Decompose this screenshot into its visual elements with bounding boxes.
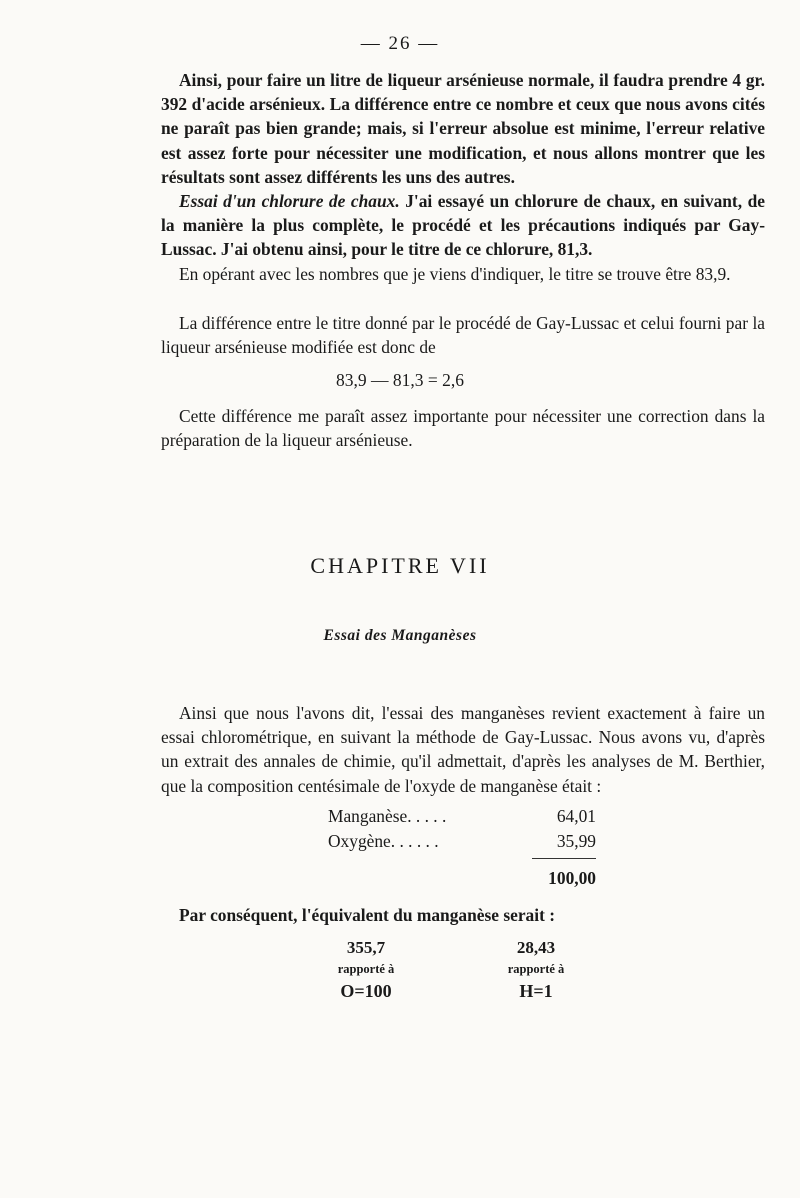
composition-row-manganese [328,806,596,827]
paragraph-chlorure-test [161,189,765,262]
composition-total-row [328,868,596,889]
section-title: Essai des Manganèses [323,627,477,644]
equivalent-oxygen [306,938,426,1002]
paragraph-titre [161,262,765,286]
paragraph-correction [161,404,765,452]
equivalent-hydrogen [476,938,596,1002]
equivalent-caption: rapporté à [337,962,395,976]
paragraph-arsenious-liquor [161,68,765,189]
composition-value: 35,99 [556,831,596,851]
equivalent-reference: H=1 [519,981,553,1001]
paragraph-text: J'ai essayé un chlorure de chaux, en suivant, de la manière la plus complète, le procédé et les précautions indiqués par Gay-Lussac. J'ai obtenu ainsi, pour le titre de ce chlorure, 81,3. [161,191,765,260]
equivalent-caption: rapporté à [507,962,565,976]
paragraph-equivalent [161,903,765,927]
equivalent-reference: O=100 [340,981,392,1001]
equivalent-value: 355,7 [346,938,386,957]
paragraph-text: Ainsi, pour faire un litre de liqueur arsénieuse normale, il faudra prendre 4 gr. 392 d'acide arsénieux. La différence entre ce nombre et ceux que nous avons cités ne paraît pas bien grande; mais, si l'erreur absolue est minime, l'erreur relative est assez forte pour nécessiter une modification, et nous allons montrer que les résultats sont assez différents les uns des autres. [161,70,765,187]
composition-label: Oxygène. . . . . . [328,831,439,851]
paragraph-text: La différence entre le titre donné par le procédé de Gay-Lussac et celui fourni par la liqueur arsénieuse modifiée est donc de [161,313,765,358]
page-number: — 26 — [360,33,440,54]
paragraph-text: Cette différence me paraît assez importante pour nécessiter une correction dans la préparation de la liqueur arsénieuse. [161,406,765,451]
paragraph-difference [161,311,765,359]
chapter-title: CHAPITRE VII [310,553,490,578]
difference-equation: 83,9 — 81,3 = 2,6 [336,370,464,390]
composition-value: 64,01 [556,806,596,826]
paragraph-manganese [161,701,765,798]
equivalent-value: 28,43 [516,938,556,957]
sum-divider [532,858,596,859]
composition-total: 100,00 [548,868,596,888]
paragraph-label: Essai d'un chlorure de chaux. [179,191,400,211]
composition-row-oxygen [328,831,596,852]
composition-label: Manganèse. . . . . [328,806,447,826]
paragraph-text: Par conséquent, l'équivalent du manganèse serait : [179,905,555,925]
paragraph-text: Ainsi que nous l'avons dit, l'essai des manganèses revient exactement à faire un essai chlorométrique, en suivant la méthode de Gay-Lussac. Nous avons vu, d'après un extrait des annales de chimie, qu'il admettait, d'après les analyses de M. Berthier, que la composition centésimale de l'oxyde de manganèse était : [161,703,765,796]
paragraph-text: En opérant avec les nombres que je viens d'indiquer, le titre se trouve être 83,9. [179,264,731,284]
